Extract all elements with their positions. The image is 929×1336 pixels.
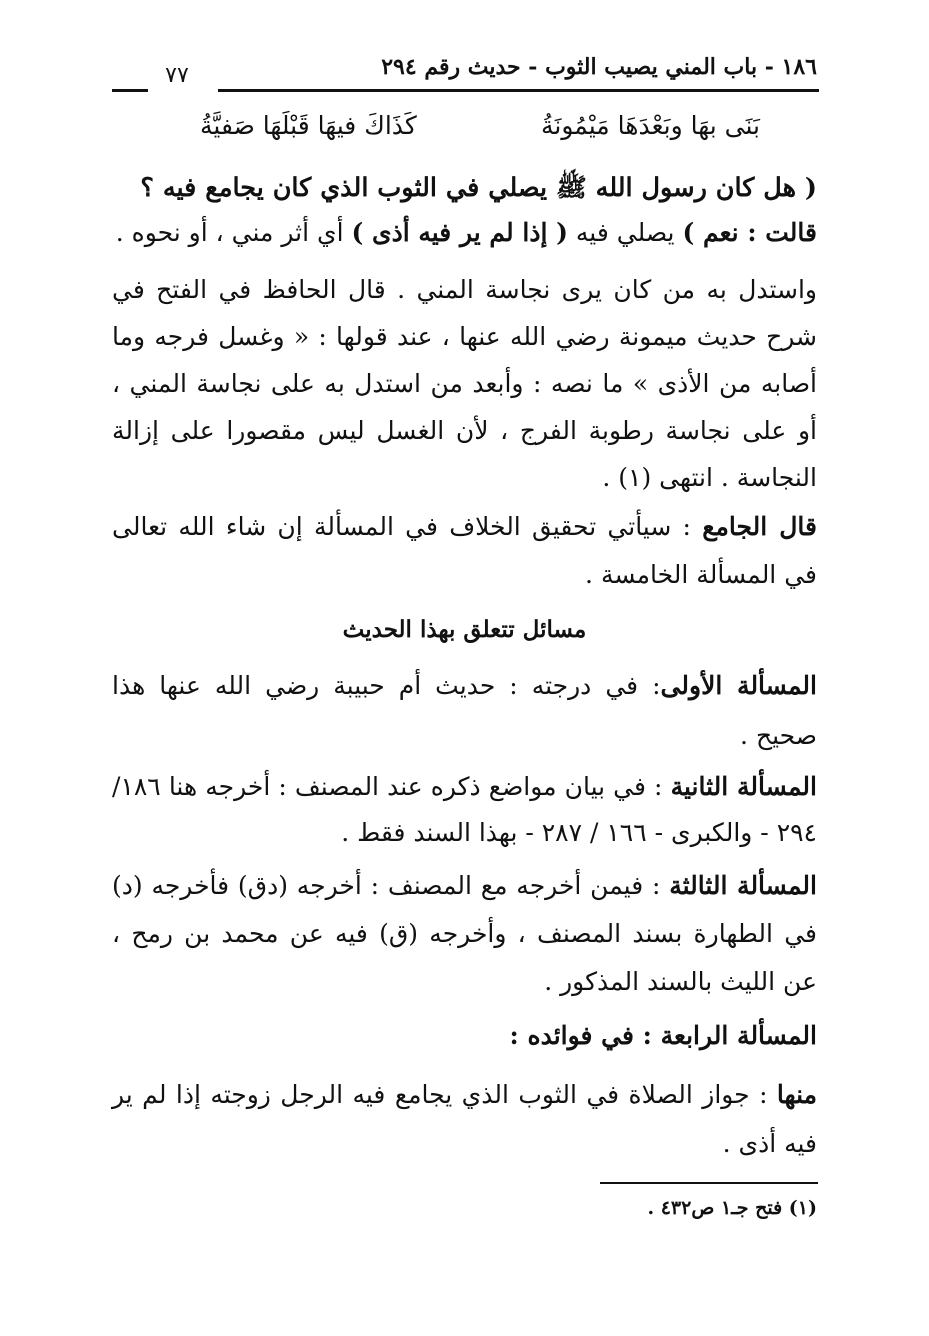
masala-label: المسألة الرابعة (660, 1021, 817, 1050)
poem-verse (200, 102, 760, 150)
answer-mid: يصلي فيه (567, 218, 683, 247)
masala-label: المسألة الثانية (670, 772, 817, 801)
masala-label: المسألة الأولى (660, 671, 817, 700)
question-line: ( هل كان رسول الله ﷺ يصلي في الثوب الذي كان يجامع فيه ؟ (140, 173, 817, 203)
verse-right-hemistich: بَنَى بهَا وبَعْدَهَا مَيْمُونَةُ (541, 111, 760, 140)
masala-text: : فيمن أخرجه مع المصنف : أخرجه (دق) فأخرجه (د) في الطهارة بسند المصنف ، وأخرجه (ق) فيه عن محمد بن رمح ، عن الليث بالسند المذكور . (112, 871, 817, 996)
verse-left-hemistich: كَذَاكَ فيهَا قَبْلَهَا صَفيَّةُ (200, 111, 417, 140)
jami-text: : سيأتي تحقيق الخلاف في المسألة إن شاء الله تعالى في المسألة الخامسة . (112, 512, 817, 589)
benefit-label: منها (776, 1080, 817, 1109)
hafiz-paragraph: واستدل به من كان يرى نجاسة المني . قال الحافظ في الفتح في شرح حديث ميمونة رضي الله عنها ، عند قولها : « وغسل فرجه وما أصابه من الأذى » ما نصه : وأبعد من استدل به على نجاسة المني ، أو على نجاسة رطوبة الفرج ، لأن الغسل ليس مقصورا على إزالة النجاسة . انتهى (١) . (112, 275, 817, 492)
header-rule (218, 89, 819, 92)
header-rule-short (112, 89, 148, 92)
masala-1 (112, 661, 817, 761)
answer-tail: أي أثر مني ، أو نحوه . (115, 218, 352, 247)
running-head: ١٨٦ - باب المني يصيب الثوب - حديث رقم ٢٩٤ (381, 54, 817, 80)
masala-label: المسألة الثالثة (669, 871, 817, 900)
jami-paragraph (112, 503, 817, 599)
benefit-text: : جواز الصلاة في الثوب الذي يجامع فيه الرجل زوجته إذا لم ير فيه أذى . (112, 1080, 817, 1158)
answer-line (112, 210, 817, 256)
masala-text: : في فوائده : (509, 1021, 661, 1050)
footnote-rule (600, 1182, 818, 1184)
answer-lead: قالت : نعم ) (682, 218, 817, 247)
benefit-1 (112, 1070, 817, 1168)
answer-bold-clause: ( إذا لم ير فيه أذى ) (351, 218, 568, 247)
jami-label: قال الجامع (702, 512, 817, 541)
masala-text: : في بيان مواضع ذكره عند المصنف : أخرجه هنا ١٨٦/ ٢٩٤ - والكبرى - ١٦٦ / ٢٨٧ - بهذا السند فقط . (112, 772, 817, 847)
masala-text: : في درجته : حديث أم حبيبة رضي الله عنها هذا صحيح . (112, 671, 817, 750)
masala-3 (112, 862, 817, 1006)
page-number: ٧٧ (165, 63, 189, 88)
section-title: مسائل تتعلق بهذا الحديث (342, 616, 587, 643)
masala-4 (112, 1014, 817, 1058)
masala-2 (112, 764, 817, 856)
footnote: (١) فتح جـ١ ص٤٣٢ . (647, 1197, 817, 1219)
